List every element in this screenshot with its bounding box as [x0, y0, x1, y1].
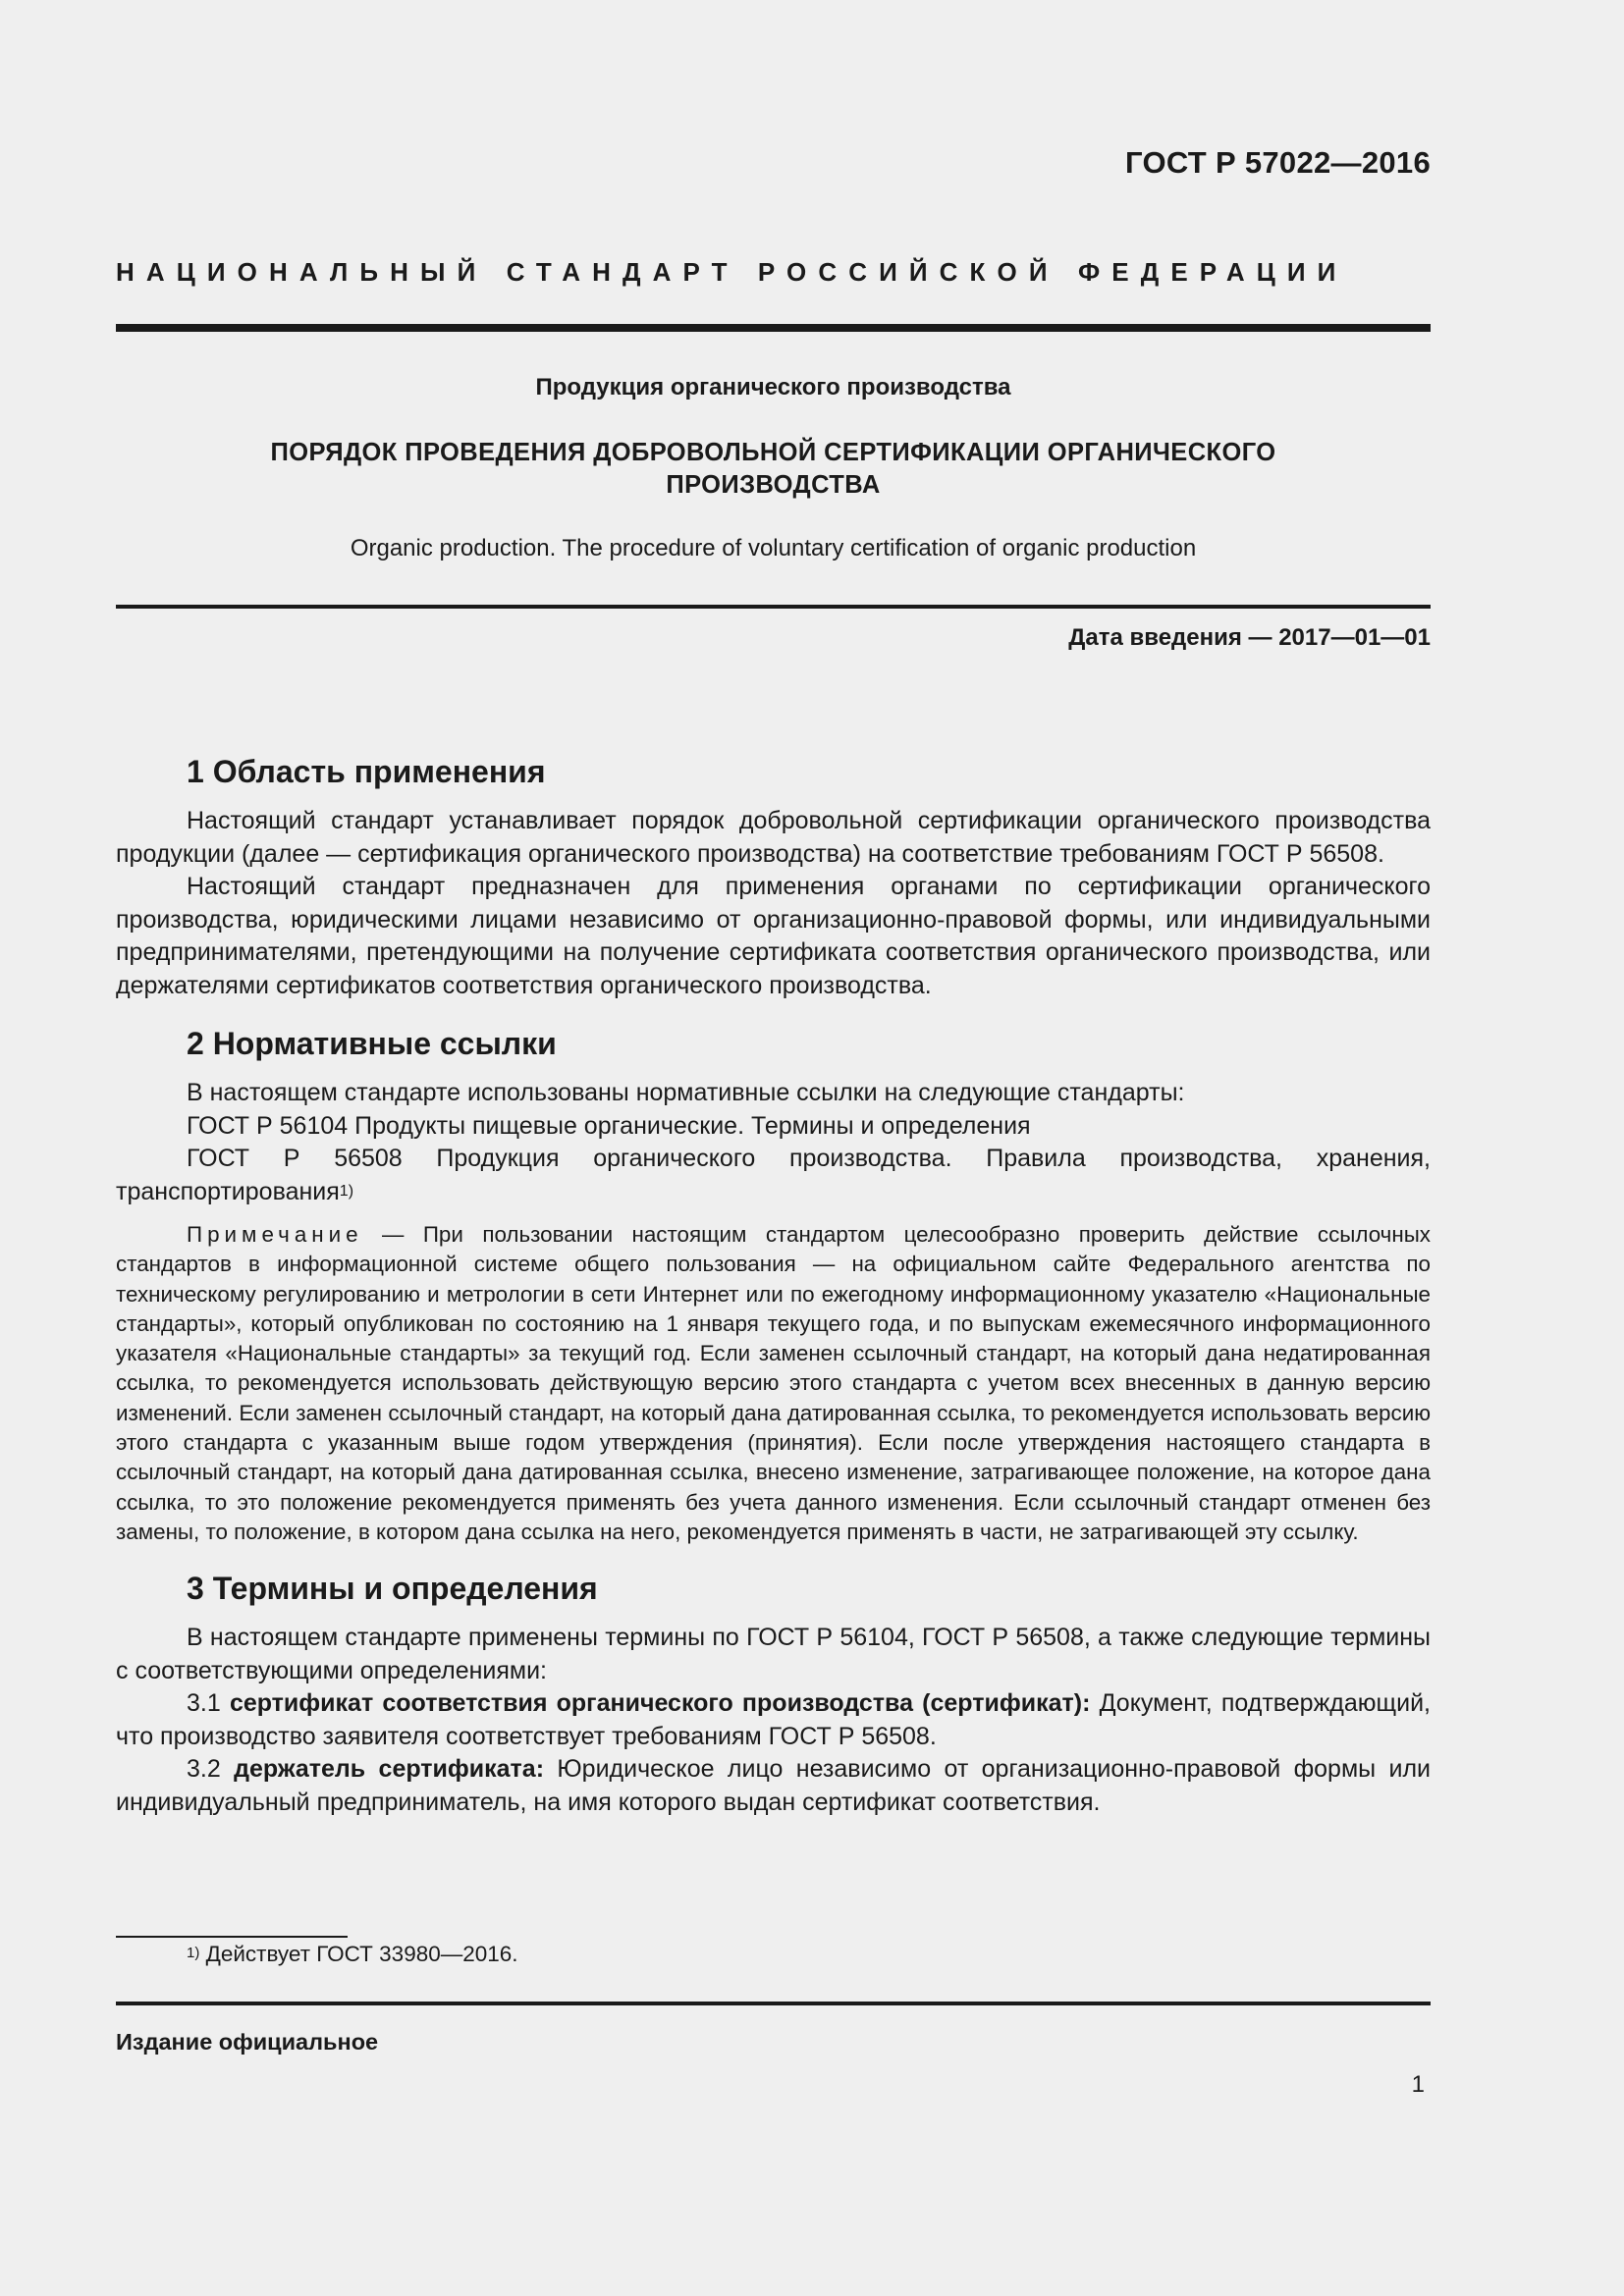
- footnote: [187, 1942, 518, 1967]
- document-body: [116, 752, 1431, 1841]
- document-number: ГОСТ Р 57022—2016: [1125, 145, 1431, 180]
- introduction-date: Дата введения — 2017—01—01: [1068, 624, 1431, 651]
- section-3-paragraph-1: В настоящем стандарте применены термины по ГОСТ Р 56104, ГОСТ Р 56508, а также следующие термины с соответствующими определениями:: [116, 1624, 1431, 1684]
- note-label: Примечание: [187, 1222, 363, 1247]
- term-3-2-definition: Юридическое лицо независимо от организационно-правовой формы или индивидуальный предприниматель, на имя которого выдан сертификат соответствия.: [116, 1755, 1431, 1816]
- main-title-line-1: ПОРЯДОК ПРОВЕДЕНИЯ ДОБРОВОЛЬНОЙ СЕРТИФИКАЦИИ ОРГАНИЧЕСКОГО: [270, 439, 1276, 466]
- footnote-separator: [116, 1936, 348, 1938]
- section-2-paragraph-3-text: ГОСТ Р 56508 Продукция органического производства. Правила производства, хранения, транспортирования: [116, 1145, 1431, 1205]
- section-1: [116, 752, 1431, 1002]
- title-rule: [116, 605, 1431, 609]
- term-3-1-number: 3.1: [187, 1689, 230, 1718]
- section-3-heading: 3 Термины и определения: [187, 1571, 598, 1607]
- section-2: [116, 1024, 1431, 1547]
- page-number: 1: [1411, 2071, 1425, 2098]
- english-title: Organic production. The procedure of voluntary certification of organic production: [350, 535, 1197, 561]
- section-2-paragraph-2: ГОСТ Р 56104 Продукты пищевые органические. Термины и определения: [187, 1111, 1031, 1140]
- section-2-paragraph-3: [116, 1143, 1431, 1208]
- term-3-2-number: 3.2: [187, 1755, 235, 1784]
- footnote-reference: 1): [339, 1182, 354, 1200]
- term-3-1-term: сертификат соответствия органического производства (сертификат):: [229, 1689, 1091, 1718]
- term-3-1: [116, 1687, 1431, 1753]
- section-2-paragraph-1: В настоящем стандарте использованы нормативные ссылки на следующие стандарты:: [187, 1079, 1185, 1106]
- header-rule: [116, 324, 1431, 332]
- section-1-heading: 1 Область применения: [187, 754, 546, 789]
- term-3-2: [116, 1753, 1431, 1819]
- reference-note: [116, 1220, 1431, 1547]
- footnote-mark: 1): [187, 1945, 200, 1961]
- section-1-paragraph-1: Настоящий стандарт устанавливает порядок добровольной сертификации органического производства продукции (далее — сертификация органического производства) на соответствие требованиям ГОСТ Р 56508.: [116, 807, 1431, 868]
- note-text: — При пользовании настоящим стандартом целесообразно проверить действие ссылочных стандартов в информационной системе общего пользования — на официальном сайте Федерального агентства по техническому регулированию и метрологии в сети Интернет или по ежегодному информационному указателю «Национальные стандарты», который опубликован по состоянию на 1 января текущего года, и по выпускам ежемесячного информационного указателя «Национальные стандарты» за текущий год. Если заменен ссылочный стандарт, на который дана недатированная ссылка, то рекомендуется использовать действующую версию этого стандарта с учетом всех внесенных в данную версию изменений. Если заменен ссылочный стандарт, на который дана датированная ссылка, то рекомендуется использовать версию этого стандарта с указанным выше годом утверждения (принятия). Если после утверждения настоящего стандарта в ссылочный стандарт, на который дана датированная ссылка, внесено изменение, затрагивающее положение, на которое дана ссылка, то это положение рекомендуется применять без учета данного изменения. Если ссылочный стандарт отменен без замены, то положение, в котором дана ссылка на него, рекомендуется применять в части, не затрагивающей эту ссылку.: [116, 1222, 1431, 1544]
- main-title-line-2: ПРОИЗВОДСТВА: [666, 471, 881, 499]
- section-1-paragraph-2: Настоящий стандарт предназначен для применения органами по сертификации органического производства, юридическими лицами независимо от организационно-правовой формы, или индивидуальными предпринимателями, претендующими на получение сертификата соответствия органического производства, или держателями сертификатов соответствия органического производства.: [116, 873, 1431, 999]
- footer-rule: [116, 2002, 1431, 2005]
- footnote-text: Действует ГОСТ 33980—2016.: [199, 1942, 518, 1966]
- term-3-2-term: держатель сертификата:: [234, 1755, 545, 1784]
- section-3: [116, 1569, 1431, 1819]
- official-edition-label: Издание официальное: [116, 2029, 379, 2055]
- section-2-heading: 2 Нормативные ссылки: [187, 1026, 557, 1061]
- term-3-1-definition: Документ, подтверждающий, что производство заявителя соответствует требованиям ГОСТ Р 56508.: [116, 1689, 1431, 1750]
- national-standard-line: НАЦИОНАЛЬНЫЙ СТАНДАРТ РОССИЙСКОЙ ФЕДЕРАЦИИ: [116, 257, 1348, 287]
- document-subtitle: Продукция органического производства: [535, 374, 1011, 400]
- document-main-title: [116, 437, 1431, 502]
